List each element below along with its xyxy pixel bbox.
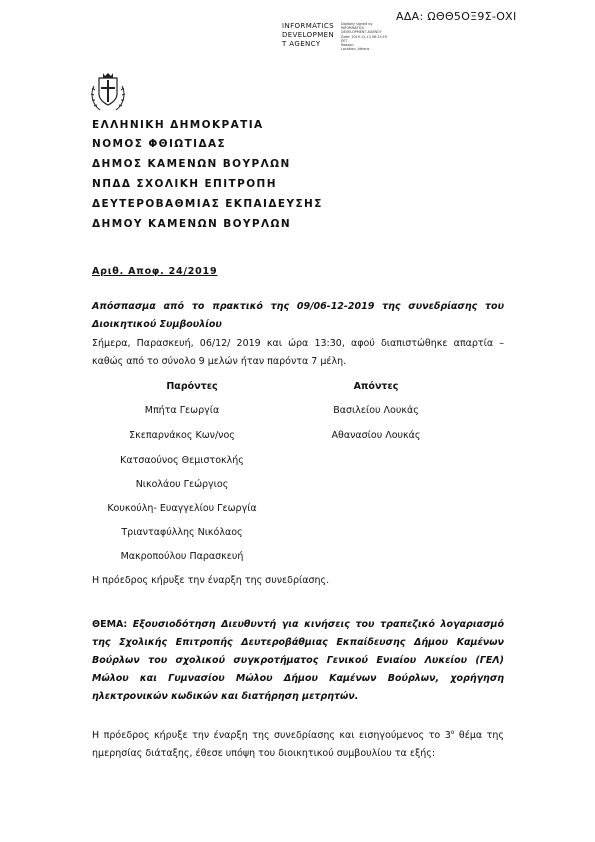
header-line: ΝΠΔΔ ΣΧΟΛΙΚΗ ΕΠΙΤΡΟΠΗ (92, 178, 277, 190)
signature-details (341, 22, 397, 51)
stamp-line: DEVELOPMEN (282, 31, 335, 39)
stamp-line: INFORMATICS (282, 22, 335, 30)
subject-label: ΘΕΜΑ: (92, 619, 128, 630)
subject-text: Εξουσιοδότηση Διευθυντή για κινήσεις του τραπεζικό λογαριασμό της Σχολικής Επιτροπής Δευτεροβάθμιας Εκπαίδευσης Δήμου Καμένων Βούρλων του σχολικού συγκροτήματος Γενικού Ενιαίου Λυκείου (ΓΕΛ) Μώλου και Γυμνασίου Μώλου Δήμου Καμένων Βούρλων, χορήγηση ηλεκτρονικών κωδικών και διατήρηση μετρητών. (92, 619, 504, 702)
greek-coat-of-arms-icon (88, 70, 128, 114)
closing-superscript: ο (450, 729, 455, 736)
present-member: Κατσαούνος Θεμιστοκλής (120, 455, 244, 466)
header-line: ΕΛΛΗΝΙΚΗ ΔΗΜΟΚΡΑΤΙΑ (92, 119, 264, 131)
signature-stamp (282, 22, 344, 49)
present-member: Τριανταφύλλης Νικόλαος (121, 527, 243, 538)
stamp-detail-line: Reason: (341, 43, 355, 48)
stamp-line: T AGENCY (282, 40, 321, 48)
stamp-detail-line: Digitally signed by (341, 22, 373, 26)
closing-paragraph (92, 724, 504, 763)
stamp-detail-line: DEVELOPMENT AGENCY (341, 30, 382, 35)
present-member: Κουκούλη- Ευαγγελίου Γεωργία (107, 503, 257, 514)
header-line: ΔΗΜΟΣ ΚΑΜΕΝΩΝ ΒΟΥΡΛΩΝ (92, 158, 291, 170)
decision-number: Αριθ. Αποφ. 24/2019 (92, 266, 218, 277)
absent-member: Βασιλείου Λουκάς (333, 405, 419, 416)
ada-code: ΑΔΑ: ΩΘΘ5ΟΞ9Σ-ΟΧΙ (396, 10, 517, 23)
absent-member: Αθανασίου Λουκάς (331, 430, 421, 441)
stamp-detail-line: Location: Athens (341, 47, 370, 52)
closing-text-start: Η πρόεδρος κήρυξε την έναρξη της συνεδρίασης και εισηγούμενος το 3 (92, 730, 451, 742)
stamp-detail-line: INFORMATICS (341, 26, 365, 31)
absent-heading: Απόντες (353, 381, 399, 392)
subject-paragraph (92, 616, 504, 706)
stamp-detail-line: Date: 2019.12.13 08:13:19 (341, 34, 388, 39)
present-heading: Παρόντες (166, 381, 218, 392)
intro-paragraph: Σήμερα, Παρασκευή, 06/12/ 2019 και ώρα 13:30, αφού διαπιστώθηκε απαρτία – καθώς από το σύνολο 9 μελών ήταν παρόντα 7 μέλη. (92, 338, 504, 367)
header-line: ΔΗΜΟΥ ΚΑΜΕΝΩΝ ΒΟΥΡΛΩΝ (92, 218, 292, 230)
excerpt-title: Απόσπασμα από το πρακτικό της 09/06-12-2019 της συνεδρίασης του Διοικητικού Συμβουλίου (92, 301, 504, 330)
present-member: Νικολάου Γεώργιος (135, 479, 229, 490)
closing-text-end: θέμα της ημερησίας διάταξης, έθεσε υπόψη του διοικητικού συμβουλίου τα εξής: (92, 730, 504, 760)
present-member: Μπήτα Γεωργία (144, 405, 220, 416)
present-member: Σκεπαρνάκος Κων/νος (129, 430, 235, 441)
stamp-detail-line: EET (341, 38, 348, 43)
header-line: ΔΕΥΤΕΡΟΒΑΘΜΙΑΣ ΕΚΠΑΙΔΕΥΣΗΣ (92, 198, 323, 210)
opening-statement: Η πρόεδρος κήρυξε την έναρξη της συνεδρίασης. (92, 575, 330, 586)
header-line: ΝΟΜΟΣ ΦΘΙΩΤΙΔΑΣ (92, 138, 227, 150)
present-member: Μακροπούλου Παρασκευή (120, 551, 244, 562)
